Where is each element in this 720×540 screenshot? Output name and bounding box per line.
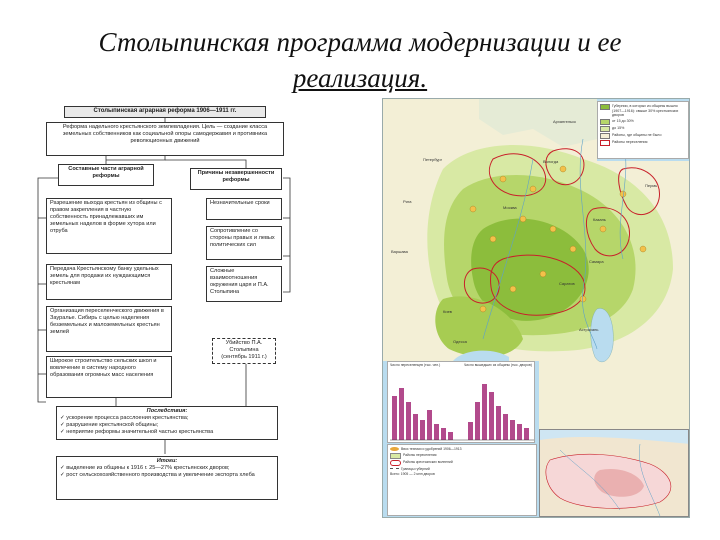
legend-label: до 15% — [612, 125, 625, 130]
legend-label: Районы, где общины не было — [612, 132, 662, 137]
legend-label: Районы крестьянских волнений — [403, 460, 453, 465]
legend-row — [600, 119, 686, 125]
parts-heading: Составные части аграрной реформы — [58, 164, 154, 186]
city-label: Рига — [403, 199, 412, 204]
bar — [475, 402, 480, 440]
result-item: ✓ рост сельскохозяйственного производства и увеличение экспорта хлеба — [60, 472, 255, 478]
legend-swatch-red — [600, 140, 610, 146]
stolypin-murder: Убийство П.А. Столыпина (сентябрь 1911 г.) — [212, 338, 276, 364]
city-label: Москва — [503, 205, 517, 210]
map-legend-top — [597, 101, 689, 159]
legend-total: Всего: 1905 — 2 млн дворов — [390, 472, 435, 477]
city-label: Самара — [589, 259, 604, 264]
title-line-2: реализация. — [292, 63, 428, 93]
reason-2: Сопротивление со стороны правых и левых политических сил — [206, 226, 282, 260]
city-label: Варшава — [391, 249, 408, 254]
reasons-heading: Причины незавершенности реформы — [190, 168, 282, 190]
inset-canvas — [540, 430, 689, 517]
scheme-header: Столыпинская аграрная реформа 1906—1911 гг. — [64, 106, 266, 118]
legend-label: Районы переселения — [403, 453, 437, 458]
city-label: Киев — [443, 309, 452, 314]
bar — [441, 428, 446, 440]
legend-row — [600, 104, 686, 118]
bar — [510, 420, 515, 440]
bar — [489, 392, 494, 440]
reform-part-4: Широкое строительство сельских школ и вовлечение в систему народного образования огромных масс населения — [46, 356, 172, 398]
bar — [517, 424, 522, 440]
city-label: Казань — [593, 217, 606, 222]
bar — [399, 388, 404, 440]
consequence-item: ✓ неприятие реформы значительной частью крестьянства — [60, 429, 214, 435]
city-label: Архангельск — [553, 119, 576, 124]
legend-swatch-light — [600, 126, 610, 132]
city-label: Саратов — [559, 281, 575, 286]
reform-part-1: Разрешение выхода крестьян из общины с правом закрепления в частную собственность принадлежавших им земельных наделов в форме хутора или отруба — [46, 198, 172, 254]
legend-row — [600, 140, 686, 146]
results-box — [56, 456, 278, 500]
legend-row — [600, 126, 686, 132]
legend-swatch-none — [600, 133, 610, 139]
results-heading: Итоги: — [156, 458, 178, 464]
legend-label: Губернии, в которых из общины вышло (1907—1916): свыше 30% крестьянских дворов — [612, 104, 679, 118]
legend-label: от 15 до 30% — [612, 118, 634, 123]
bar — [482, 384, 487, 440]
map-charts — [387, 361, 535, 443]
bars-right — [468, 384, 529, 440]
legend-swatch-mid — [600, 119, 610, 125]
city-label: Пермь — [645, 183, 658, 188]
consequence-item: ✓ ускорение процесса расслоения крестьянства; — [60, 415, 189, 421]
city-label: Одесса — [453, 339, 467, 344]
legend-row — [390, 472, 534, 477]
inset-map — [539, 429, 689, 517]
bar — [434, 424, 439, 440]
bar — [503, 414, 508, 440]
legend-label: Границы губерний — [401, 466, 430, 471]
legend-row — [600, 133, 686, 139]
legend-row — [390, 460, 534, 466]
chart-bars — [388, 362, 536, 444]
legend-swatch-red — [390, 460, 401, 466]
reform-part-2: Передача Крестьянскому банку удельных земель для продажи их нуждающимся крестьянам — [46, 264, 172, 300]
city-label: Петербург — [423, 157, 443, 162]
slide-title — [40, 24, 680, 96]
reform-part-3: Организация переселенческого движения в Зауралье. Сибирь с целью наделения безземельных и малоземельных крестьян землей — [46, 306, 172, 352]
consequences-heading: Последствия: — [146, 408, 188, 414]
city-label: Вологда — [543, 159, 559, 164]
bar — [468, 422, 473, 440]
bar — [406, 402, 411, 440]
legend-row — [390, 453, 534, 459]
legend-swatch-orange — [390, 447, 399, 451]
result-item: ✓ выделение из общины к 1916 г. 25—27% крестьянских дворов; — [60, 465, 230, 471]
bar — [524, 428, 529, 440]
bars-left — [392, 388, 453, 440]
city-label: Астрахань — [579, 327, 599, 332]
reform-map — [382, 98, 690, 518]
bar — [420, 420, 425, 440]
bar — [413, 414, 418, 440]
reason-1: Незначительные сроки — [206, 198, 282, 220]
legend-row — [390, 467, 534, 472]
legend-label: Районы переселения — [612, 139, 648, 144]
consequences-box — [56, 406, 278, 440]
reform-goal: Реформа надельного крестьянского землевладения. Цель — создание класса земельных собственников как социальной опоры самодержавия и противника революционных движений — [46, 122, 284, 156]
title-line-1: Столыпинская программа модернизации и ее — [98, 27, 622, 57]
consequence-item: ✓ разрушение крестьянской общины; — [60, 422, 159, 428]
legend-swatch-dark — [600, 104, 610, 110]
bar — [496, 406, 501, 440]
bar — [427, 410, 432, 440]
chart-caption-left: Число переселенцев (тыс. чел.) — [390, 363, 441, 367]
reason-3: Сложные взаимоотношения окружения царя и П.А. Столыпина — [206, 266, 282, 302]
legend-label: Ввоз техники и удобрений 1906—1913 — [401, 447, 462, 451]
reform-scheme — [36, 106, 294, 508]
bar — [448, 432, 453, 440]
legend-row — [390, 447, 534, 452]
legend-swatch-green — [390, 453, 401, 459]
bar — [392, 396, 397, 440]
map-legend-bottom — [387, 444, 537, 516]
legend-swatch-border — [390, 468, 399, 469]
chart-caption-right: Число вышедших из общины (тыс. дворов) — [464, 363, 532, 367]
